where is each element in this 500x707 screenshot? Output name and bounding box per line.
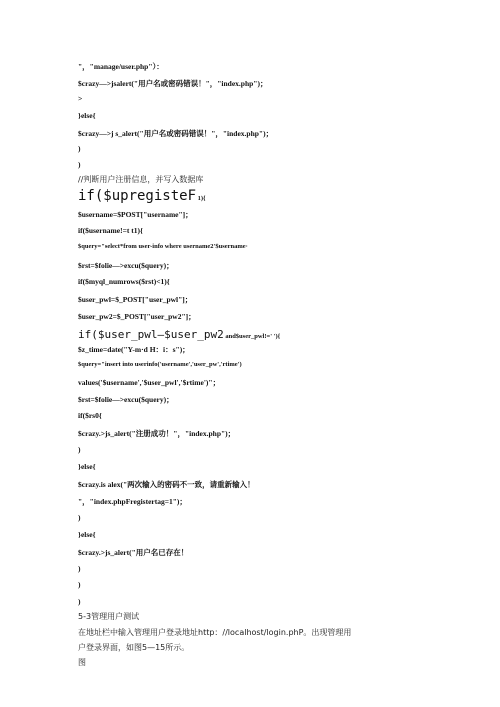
code-comment: //判断用户注册信息，并写入数据库 xyxy=(78,175,204,184)
section-heading: 5-3管理用户测试 xyxy=(78,612,140,621)
code-line: "，"index.phpFregistertag=1")； xyxy=(78,497,187,506)
code-line: $crazy.>js_alert("用户名已存在！ xyxy=(78,548,189,557)
code-line: }else{ xyxy=(78,111,96,120)
code-line: $user_pwl=$_POST["user_pwl"]； xyxy=(78,295,193,304)
code-line: $query="select*from user-info where username2'$username· xyxy=(78,243,248,250)
code-line: ) xyxy=(78,144,81,153)
code-line: $crazy.>js_alert("注册成功！"，"index.php")； xyxy=(78,429,236,438)
code-fragment: 1){ xyxy=(196,195,206,202)
code-line: $rst=$folie—>excu($query)； xyxy=(78,261,174,270)
code-line: $z_time=date("Y-m·d H：i：s")； xyxy=(78,345,190,354)
code-line: $query="insert into userinfo('username','user_pw','rtime') xyxy=(78,361,242,368)
code-line: $crazy—>jsalert("用户名或密码错误！"，"index.php")； xyxy=(78,79,268,88)
code-line: }else{ xyxy=(78,462,96,471)
code-fragment: if($upregisteF xyxy=(78,188,197,204)
paragraph-line: 在地址栏中输入管理用户登录地址http：//localhost/login.phP。出现管理用 xyxy=(78,628,352,637)
code-line: $rst=$folie—>excu($query)； xyxy=(78,395,174,404)
code-line: $user_pw2=$_POST["user_pw2"]； xyxy=(78,312,196,321)
code-line: $username=$POST["username"]； xyxy=(78,210,193,219)
code-line: if($rs0{ xyxy=(78,411,102,420)
code-line: ) xyxy=(78,597,81,606)
code-line: ) xyxy=(78,445,81,454)
code-line: if($myql_numrows($rst)<1){ xyxy=(78,277,170,286)
paragraph-line: 户登录界面，如图5—15所示。 xyxy=(78,643,190,652)
code-line-if-upregister xyxy=(78,187,206,205)
code-fragment: if($user_pwl—$user_pw2 xyxy=(78,328,224,341)
code-line: }else{ xyxy=(78,530,96,539)
figure-label: 图 xyxy=(78,658,86,667)
code-line: ) xyxy=(78,564,81,573)
code-line: "，"manage/user.php"）： xyxy=(78,62,164,71)
code-line: ) xyxy=(78,513,81,522)
code-line: $crazy—>j s_alert("用户名或密码错误！"，"index.php")； xyxy=(78,129,274,138)
code-fragment: and$user_pwl!=' '){ xyxy=(223,333,281,340)
code-line-if-pw xyxy=(78,325,280,343)
code-line: > xyxy=(78,94,83,103)
code-line: ) xyxy=(78,580,81,589)
code-line: $crazy.is alex("两次输入的密码不一致，请重新输入！ xyxy=(78,480,255,489)
code-line: ) xyxy=(78,160,81,169)
code-line: if($username!=t t1){ xyxy=(78,226,143,235)
code-line: values('$username','$user_pwl','$rtime')"； xyxy=(78,378,221,387)
